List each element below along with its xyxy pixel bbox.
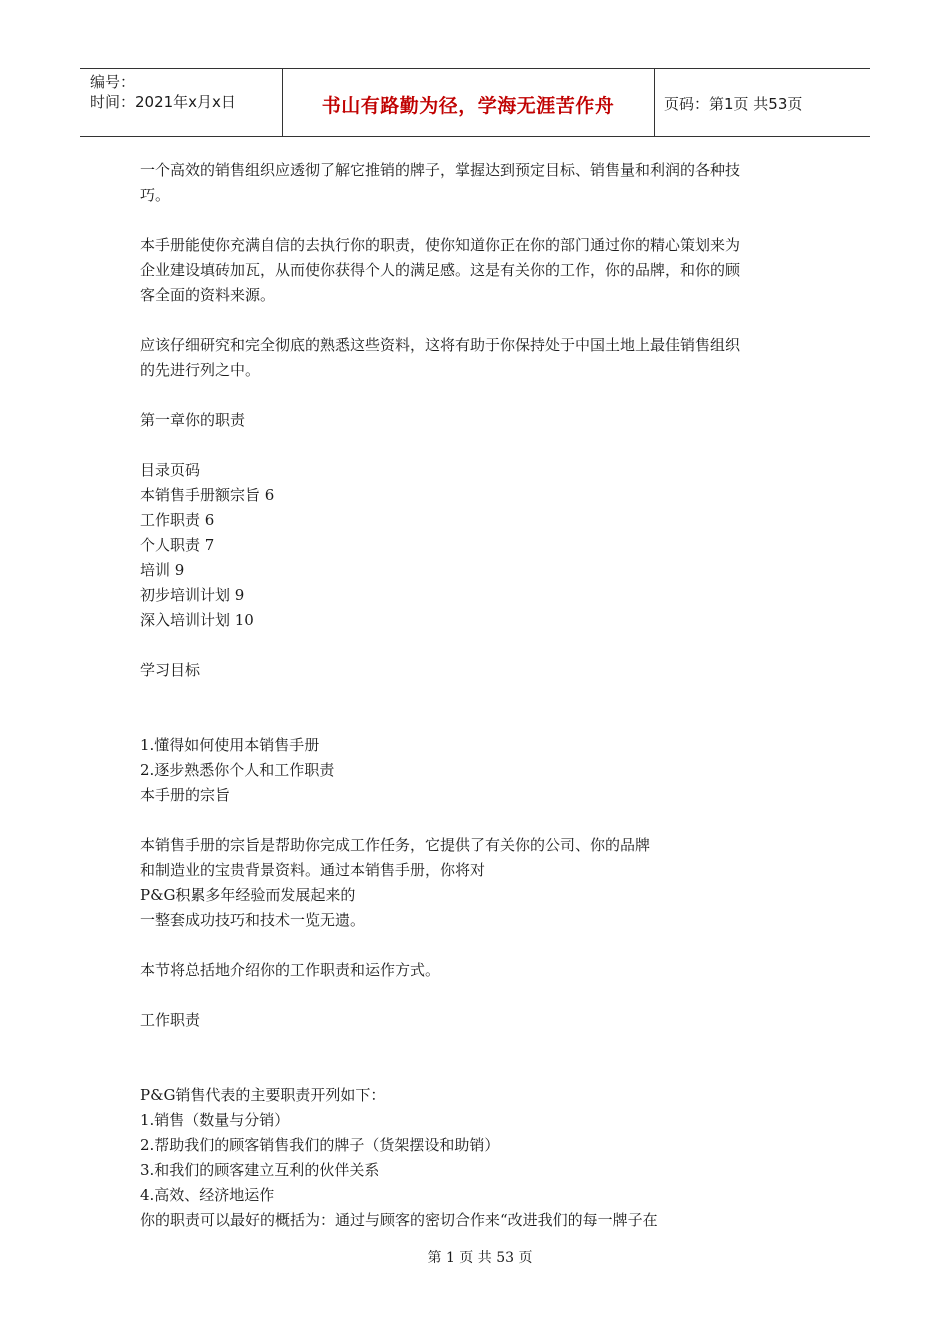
- paragraph-line: 的先进行列之中。: [140, 361, 261, 379]
- paragraph-line: 本销售手册的宗旨是帮助你完成工作任务，它提供了有关你的公司、你的品牌: [140, 836, 651, 854]
- objective-item: 1.懂得如何使用本销售手册: [140, 736, 320, 754]
- paragraph-line: 巧。: [140, 186, 171, 204]
- page-footer: 第 1 页 共 53 页: [427, 1250, 533, 1266]
- toc-item: 本销售手册额宗旨 6: [140, 486, 275, 504]
- toc-item: 个人职责 7: [140, 536, 215, 554]
- paragraph-line: 本节将总括地介绍你的工作职责和运作方式。: [140, 961, 441, 979]
- section-heading: 本手册的宗旨: [140, 786, 231, 804]
- toc-item: 初步培训计划 9: [140, 586, 245, 604]
- toc-item: 培训 9: [140, 561, 185, 579]
- header-page-info: 页码：第1页 共53页: [664, 95, 803, 113]
- paragraph-line: 一个高效的销售组织应透彻了解它推销的牌子，掌握达到预定目标、销售量和利润的各种技: [140, 161, 741, 179]
- document-number: 编号：: [90, 73, 136, 91]
- paragraph-line: 应该仔细研究和完全彻底的熟悉这些资料，这将有助于你保持处于中国土地上最佳销售组织: [140, 336, 741, 354]
- duty-item: P&G销售代表的主要职责开列如下：: [140, 1086, 386, 1104]
- paragraph-line: 客全面的资料来源。: [140, 286, 276, 304]
- toc-heading: 目录页码: [140, 461, 201, 479]
- objectives-heading: 学习目标: [140, 661, 201, 679]
- document-body: [140, 158, 820, 1233]
- duty-item: 1.销售（数量与分销）: [140, 1111, 290, 1129]
- duties-heading: 工作职责: [140, 1011, 201, 1029]
- chapter-title: 第一章你的职责: [140, 411, 246, 429]
- header-top-rule: [80, 68, 870, 69]
- toc-item: 工作职责 6: [140, 511, 215, 529]
- objective-item: 2.逐步熟悉你个人和工作职责: [140, 761, 335, 779]
- header-motto: 书山有路勤为径，学海无涯苦作舟: [321, 95, 615, 117]
- paragraph-line: P&G积累多年经验而发展起来的: [140, 886, 356, 904]
- header-meta: [90, 72, 236, 112]
- duty-item: 3.和我们的顾客建立互利的伙伴关系: [140, 1161, 380, 1179]
- paragraph-line: 本手册能使你充满自信的去执行你的职责，使你知道你正在你的部门通过你的精心策划来为: [140, 236, 741, 254]
- duty-item: 4.高效、经济地运作: [140, 1186, 275, 1204]
- header-bottom-rule: [80, 136, 870, 137]
- paragraph-line: 和制造业的宝贵背景资料。通过本销售手册，你将对: [140, 861, 486, 879]
- document-time: 时间：2021年x月x日: [90, 93, 236, 111]
- toc-item: 深入培训计划 10: [140, 611, 254, 629]
- duty-item: 你的职责可以最好的概括为：通过与顾客的密切合作来“改进我们的每一牌子在: [140, 1211, 658, 1229]
- duty-item: 2.帮助我们的顾客销售我们的牌子（货架摆设和助销）: [140, 1136, 500, 1154]
- header-divider-right: [654, 68, 655, 136]
- paragraph-line: 企业建设填砖加瓦，从而使你获得个人的满足感。这是有关你的工作，你的品牌，和你的顾: [140, 261, 741, 279]
- paragraph-line: 一整套成功技巧和技术一览无遗。: [140, 911, 366, 929]
